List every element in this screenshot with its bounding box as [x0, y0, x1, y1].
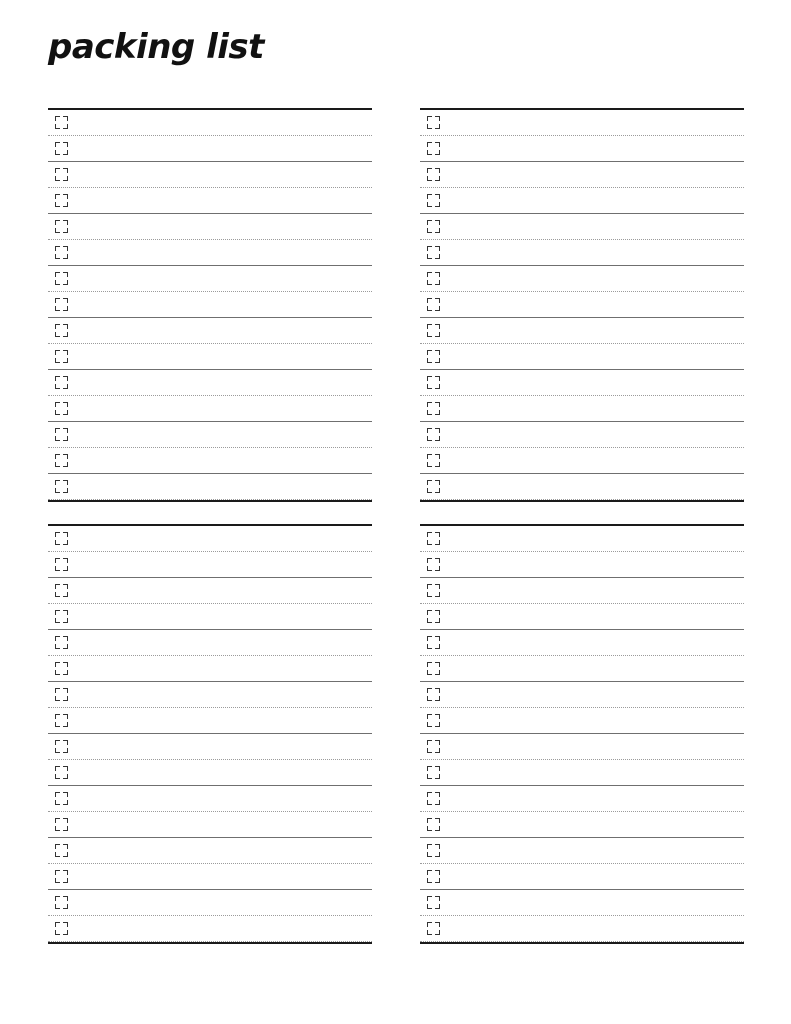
list-item[interactable] [48, 214, 372, 240]
checkbox-icon[interactable] [427, 662, 440, 675]
list-item[interactable] [420, 188, 744, 214]
checkbox-icon[interactable] [55, 194, 68, 207]
list-item[interactable] [48, 734, 372, 760]
list-item[interactable] [48, 344, 372, 370]
checkbox-icon[interactable] [55, 584, 68, 597]
list-item[interactable] [420, 474, 744, 500]
list-item[interactable] [48, 578, 372, 604]
list-item[interactable] [48, 188, 372, 214]
checkbox-icon[interactable] [55, 350, 68, 363]
checkbox-icon[interactable] [427, 584, 440, 597]
checkbox-icon[interactable] [427, 324, 440, 337]
checkbox-icon[interactable] [55, 116, 68, 129]
checkbox-icon[interactable] [55, 740, 68, 753]
list-item[interactable] [420, 162, 744, 188]
rows-container [48, 526, 372, 942]
checkbox-icon[interactable] [427, 558, 440, 571]
checkbox-icon[interactable] [55, 324, 68, 337]
checkbox-icon[interactable] [55, 766, 68, 779]
checkbox-icon[interactable] [55, 298, 68, 311]
checkbox-icon[interactable] [55, 558, 68, 571]
list-item[interactable] [420, 136, 744, 162]
checkbox-icon[interactable] [55, 168, 68, 181]
checkbox-icon[interactable] [427, 532, 440, 545]
block-bottom-rule [420, 942, 744, 944]
list-item[interactable] [48, 708, 372, 734]
list-item[interactable] [420, 526, 744, 552]
packing-list-grid [48, 108, 744, 944]
checkbox-icon[interactable] [55, 870, 68, 883]
checkbox-icon[interactable] [55, 142, 68, 155]
checkbox-icon[interactable] [427, 116, 440, 129]
checkbox-icon[interactable] [427, 194, 440, 207]
list-item[interactable] [420, 760, 744, 786]
checkbox-icon[interactable] [427, 142, 440, 155]
list-item[interactable] [420, 344, 744, 370]
checkbox-icon[interactable] [427, 896, 440, 909]
checkbox-icon[interactable] [427, 818, 440, 831]
list-item[interactable] [420, 578, 744, 604]
list-item[interactable] [48, 630, 372, 656]
block-bottom-rule [48, 942, 372, 944]
list-item[interactable] [420, 812, 744, 838]
checkbox-icon[interactable] [55, 922, 68, 935]
list-item[interactable] [420, 422, 744, 448]
list-item[interactable] [420, 214, 744, 240]
list-item[interactable] [48, 812, 372, 838]
list-item[interactable] [420, 864, 744, 890]
block-bottom-right [420, 524, 744, 944]
list-item[interactable] [420, 708, 744, 734]
list-item[interactable] [420, 318, 744, 344]
block-top-left [48, 108, 372, 502]
checkbox-icon[interactable] [55, 688, 68, 701]
checkbox-icon[interactable] [427, 922, 440, 935]
list-item[interactable] [420, 396, 744, 422]
list-item[interactable] [420, 604, 744, 630]
list-item[interactable] [420, 734, 744, 760]
list-item[interactable] [48, 682, 372, 708]
checkbox-icon[interactable] [427, 714, 440, 727]
checkbox-icon[interactable] [427, 792, 440, 805]
checkbox-icon[interactable] [55, 792, 68, 805]
checkbox-icon[interactable] [427, 844, 440, 857]
checkbox-icon[interactable] [55, 428, 68, 441]
checkbox-icon[interactable] [427, 610, 440, 623]
list-item[interactable] [48, 162, 372, 188]
page-title: packing list [48, 27, 264, 67]
checkbox-icon[interactable] [55, 220, 68, 233]
list-item[interactable] [420, 370, 744, 396]
list-item[interactable] [48, 604, 372, 630]
checkbox-icon[interactable] [427, 688, 440, 701]
checkbox-icon[interactable] [55, 272, 68, 285]
rows-container [420, 526, 744, 942]
checkbox-icon[interactable] [55, 376, 68, 389]
list-item[interactable] [48, 136, 372, 162]
checkbox-icon[interactable] [427, 766, 440, 779]
list-item[interactable] [420, 266, 744, 292]
rows-container [48, 110, 372, 500]
list-item[interactable] [48, 448, 372, 474]
list-item[interactable] [48, 110, 372, 136]
list-item[interactable] [48, 890, 372, 916]
checkbox-icon[interactable] [427, 168, 440, 181]
list-item[interactable] [420, 448, 744, 474]
block-bottom-rule [48, 500, 372, 502]
list-item[interactable] [48, 526, 372, 552]
list-item[interactable] [48, 396, 372, 422]
checkbox-icon[interactable] [55, 636, 68, 649]
list-item[interactable] [420, 630, 744, 656]
list-item[interactable] [48, 786, 372, 812]
block-top-right [420, 108, 744, 502]
checkbox-icon[interactable] [427, 870, 440, 883]
list-item[interactable] [48, 370, 372, 396]
checkbox-icon[interactable] [55, 480, 68, 493]
list-item[interactable] [48, 292, 372, 318]
block-bottom-left [48, 524, 372, 944]
checkbox-icon[interactable] [427, 376, 440, 389]
list-item[interactable] [48, 552, 372, 578]
checkbox-icon[interactable] [427, 636, 440, 649]
list-item[interactable] [48, 422, 372, 448]
list-item[interactable] [420, 682, 744, 708]
checkbox-icon[interactable] [427, 350, 440, 363]
list-item[interactable] [48, 916, 372, 942]
block-bottom-rule [420, 500, 744, 502]
list-item[interactable] [48, 474, 372, 500]
checkbox-icon[interactable] [55, 714, 68, 727]
checkbox-icon[interactable] [55, 402, 68, 415]
list-item[interactable] [48, 266, 372, 292]
list-item[interactable] [420, 786, 744, 812]
rows-container [420, 110, 744, 500]
list-item[interactable] [48, 760, 372, 786]
checkbox-icon[interactable] [55, 896, 68, 909]
checkbox-icon[interactable] [55, 454, 68, 467]
list-item[interactable] [420, 240, 744, 266]
list-item[interactable] [420, 656, 744, 682]
checkbox-icon[interactable] [55, 844, 68, 857]
checkbox-icon[interactable] [55, 818, 68, 831]
checkbox-icon[interactable] [55, 532, 68, 545]
list-item[interactable] [420, 110, 744, 136]
checkbox-icon[interactable] [427, 740, 440, 753]
checkbox-icon[interactable] [427, 246, 440, 259]
list-item[interactable] [420, 916, 744, 942]
checkbox-icon[interactable] [427, 480, 440, 493]
list-item[interactable] [48, 864, 372, 890]
list-item[interactable] [420, 292, 744, 318]
list-item[interactable] [420, 890, 744, 916]
checkbox-icon[interactable] [427, 272, 440, 285]
list-item[interactable] [48, 838, 372, 864]
checkbox-icon[interactable] [55, 662, 68, 675]
checkbox-icon[interactable] [427, 402, 440, 415]
list-item[interactable] [48, 318, 372, 344]
list-item[interactable] [48, 240, 372, 266]
checkbox-icon[interactable] [427, 454, 440, 467]
checkbox-icon[interactable] [55, 610, 68, 623]
list-item[interactable] [420, 552, 744, 578]
checkbox-icon[interactable] [427, 298, 440, 311]
list-item[interactable] [420, 838, 744, 864]
checkbox-icon[interactable] [427, 428, 440, 441]
list-item[interactable] [48, 656, 372, 682]
checkbox-icon[interactable] [427, 220, 440, 233]
checkbox-icon[interactable] [55, 246, 68, 259]
